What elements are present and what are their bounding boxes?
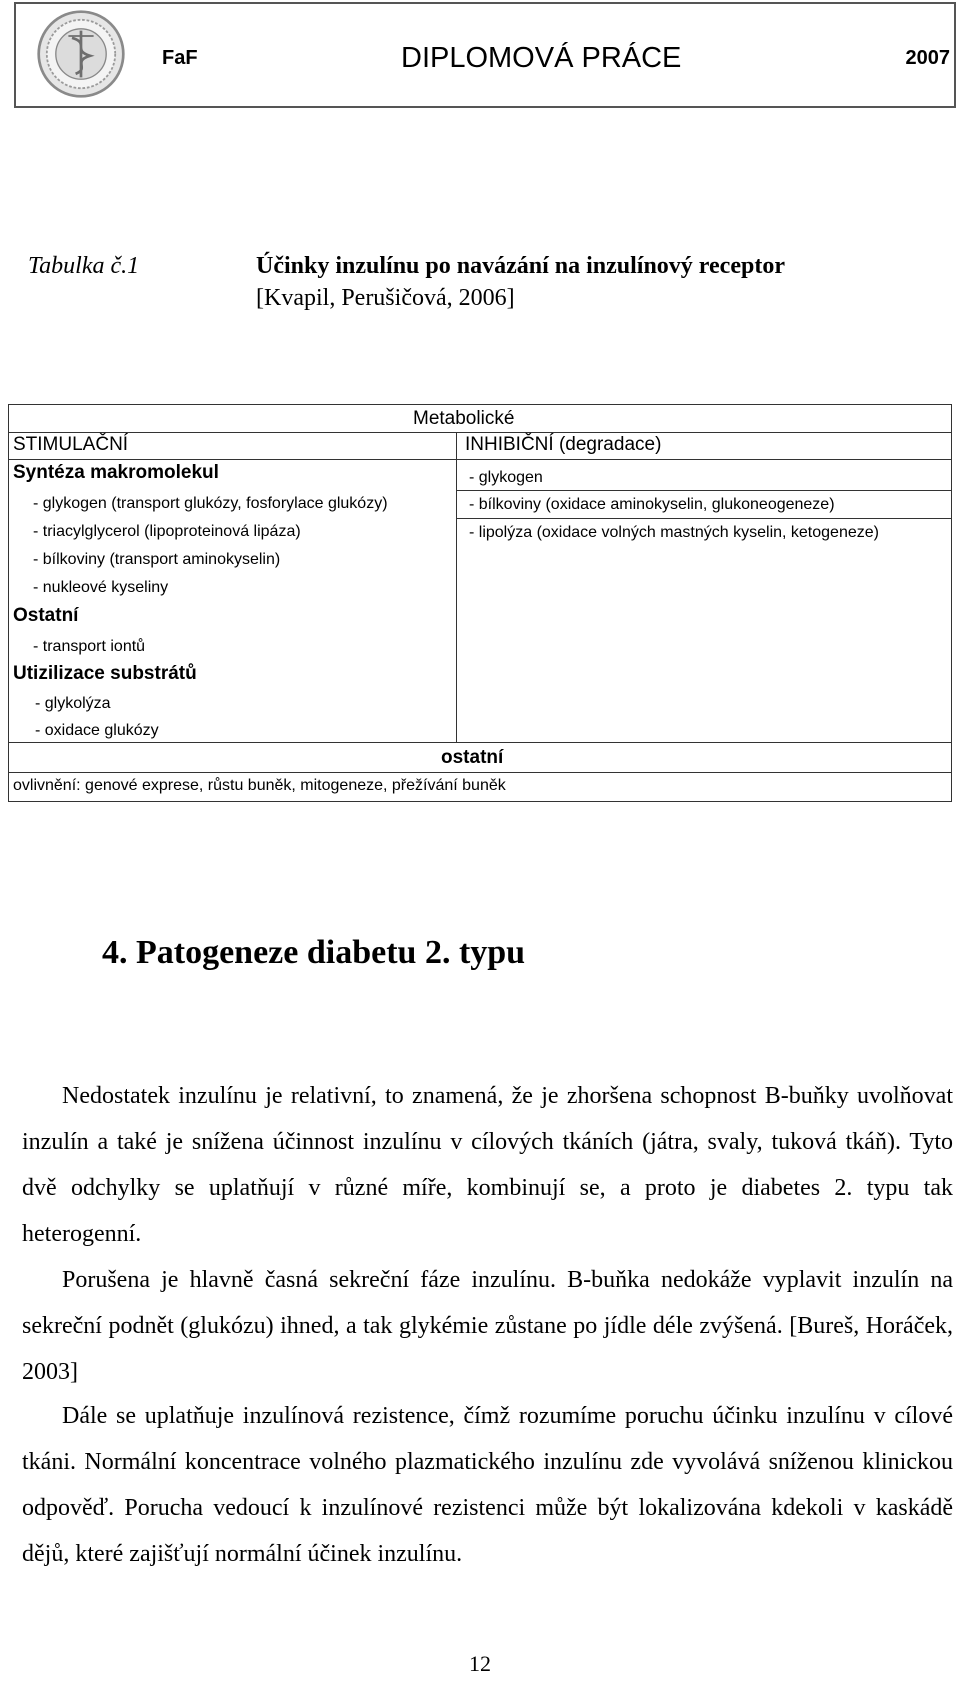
column-header-stimulating: STIMULAČNÍ bbox=[13, 434, 129, 455]
university-seal-icon bbox=[36, 9, 126, 99]
stimulating-item: - transport iontů bbox=[33, 638, 146, 655]
inhibiting-item: - lipolýza (oxidace volných mastných kyselin, ketogeneze) bbox=[469, 524, 879, 541]
faculty-abbreviation: FaF bbox=[162, 47, 198, 69]
paragraph-text: Nedostatek inzulínu je relativní, to znamená, že je zhoršena schopnost B-buňky uvolňovat inzulín a také je snížena účinnost inzulínu v cílových tkáních (játra, svaly, tuková tkáň). Tyto dvě odchylky se uplatňují v různé míře, kombinují se, a proto je diabetes 2. typu tak heterogenní. bbox=[22, 1083, 953, 1247]
page-header bbox=[14, 2, 956, 108]
inhibiting-item: - glykogen bbox=[469, 469, 543, 486]
table-divider bbox=[9, 772, 952, 773]
column-header-inhibiting: INHIBIČNÍ (degradace) bbox=[465, 434, 662, 455]
paragraph-text: Porušena je hlavně časná sekreční fáze inzulínu. B-buňka nedokáže vyplavit inzulín na sekreční podnět (glukózu) ihned, a tak glykémie zůstane po jídle déle zvýšená. [Bureš, Horáček, 2003] bbox=[22, 1267, 953, 1385]
table-divider bbox=[9, 459, 952, 460]
stimulating-heading: Syntéza makromolekul bbox=[13, 462, 219, 483]
table-caption-source: [Kvapil, Perušičová, 2006] bbox=[256, 285, 515, 311]
stimulating-item: - bílkoviny (transport aminokyselin) bbox=[33, 551, 281, 568]
table-divider bbox=[9, 432, 952, 433]
insulin-effects-table bbox=[8, 404, 952, 802]
stimulating-item: - nukleové kyseliny bbox=[33, 579, 169, 596]
cell-divider bbox=[456, 490, 952, 491]
document-year: 2007 bbox=[905, 47, 950, 69]
stimulating-heading: Utizilizace substrátů bbox=[13, 663, 197, 684]
stimulating-item: - triacylglycerol (lipoproteinová lipáza) bbox=[33, 523, 301, 540]
column-divider bbox=[456, 432, 457, 742]
inhibiting-item: - bílkoviny (oxidace aminokyselin, glukoneogeneze) bbox=[469, 496, 835, 513]
group-header-other: ostatní bbox=[441, 747, 504, 768]
table-caption-label: Tabulka č.1 bbox=[28, 253, 140, 279]
table-divider bbox=[9, 742, 952, 743]
document-type-title: DIPLOMOVÁ PRÁCE bbox=[401, 42, 682, 74]
section-heading: 4. Patogeneze diabetu 2. typu bbox=[102, 934, 526, 971]
cell-divider bbox=[456, 518, 952, 519]
stimulating-item: - glykolýza bbox=[35, 695, 111, 712]
stimulating-item: - glykogen (transport glukózy, fosforylace glukózy) bbox=[33, 495, 388, 512]
group-header-metabolic: Metabolické bbox=[413, 408, 515, 429]
page-number: 12 bbox=[469, 1651, 491, 1676]
stimulating-item: - oxidace glukózy bbox=[35, 722, 159, 739]
body-paragraph bbox=[22, 1393, 953, 1577]
other-effects-text: ovlivnění: genové exprese, růstu buněk, mitogeneze, přežívání buněk bbox=[13, 777, 506, 794]
body-paragraph bbox=[22, 1257, 953, 1395]
table-caption-title: Účinky inzulínu po navázání na inzulínový receptor bbox=[256, 253, 785, 279]
body-paragraph bbox=[22, 1073, 953, 1257]
stimulating-heading: Ostatní bbox=[13, 605, 79, 626]
paragraph-text: Dále se uplatňuje inzulínová rezistence, čímž rozumíme poruchu účinku inzulínu v cílové tkáni. Normální koncentrace volného plazmatického inzulínu zde vyvolává sníženou klinickou odpověď. Porucha vedoucí k inzulínové rezistenci může být lokalizována kdekoli v kaskádě dějů, které zajišťují normální účinek inzulínu. bbox=[22, 1403, 953, 1567]
